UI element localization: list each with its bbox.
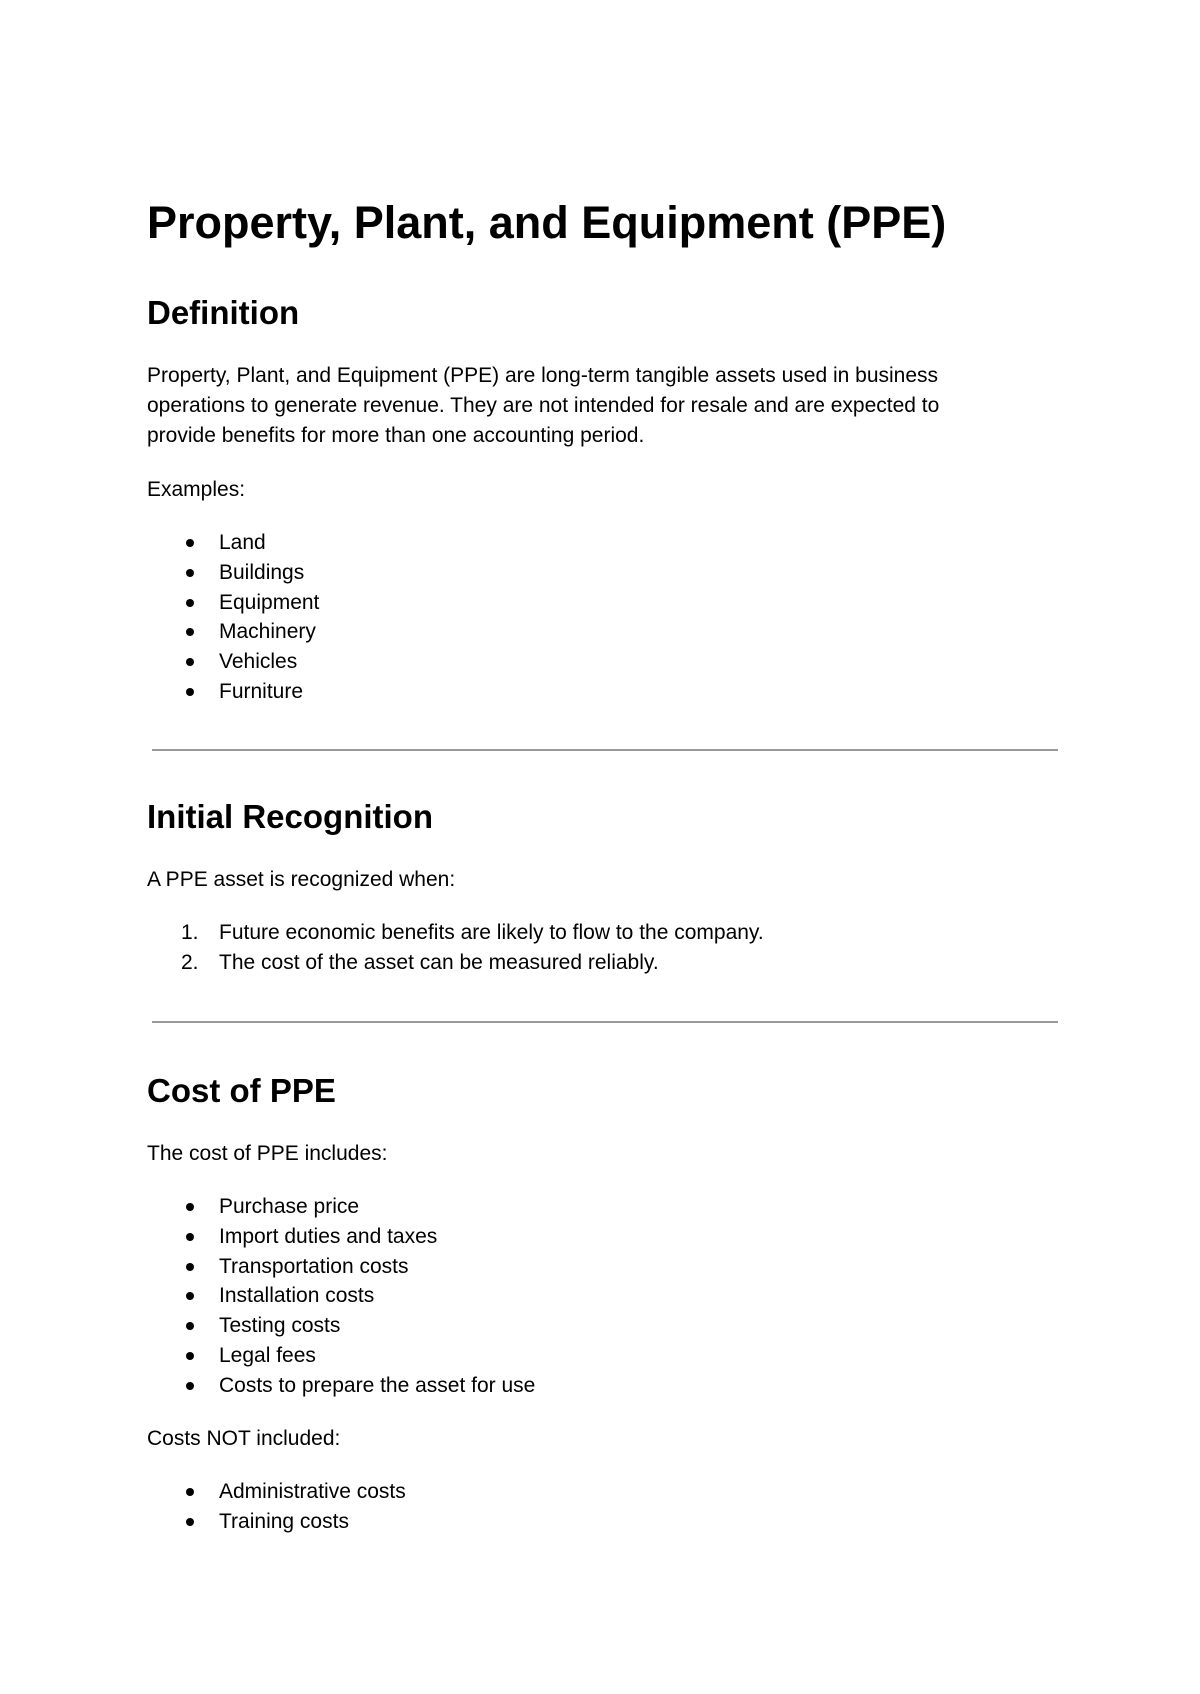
list-number: 1. — [181, 921, 199, 944]
list-item: Costs to prepare the asset for use — [147, 1371, 535, 1401]
list-number: 2. — [181, 950, 199, 974]
document-title: Property, Plant, and Equipment (PPE) — [147, 197, 947, 248]
examples-label: Examples: — [147, 478, 246, 501]
list-item: Testing costs — [147, 1311, 535, 1341]
list-item: Transportation costs — [147, 1252, 535, 1282]
list-item — [147, 948, 764, 978]
list-text: The cost of the asset can be measured reliably. — [219, 950, 659, 974]
section-divider — [152, 1021, 1058, 1023]
list-item: Buildings — [147, 558, 319, 588]
list-item: Administrative costs — [147, 1477, 406, 1507]
list-item: Machinery — [147, 617, 319, 647]
recognition-conditions-list — [147, 918, 764, 978]
list-item: Import duties and taxes — [147, 1222, 535, 1252]
definition-heading: Definition — [147, 294, 300, 331]
initial-recognition-heading: Initial Recognition — [147, 798, 433, 835]
definition-line-1: Property, Plant, and Equipment (PPE) are long-term tangible assets used in business — [147, 364, 939, 387]
cost-excluded-list — [147, 1477, 406, 1537]
definition-line-2: operations to generate revenue. They are not intended for resale and are expected to — [147, 394, 940, 417]
list-text: Future economic benefits are likely to flow to the company. — [219, 921, 764, 944]
list-item: Training costs — [147, 1507, 406, 1537]
list-item: Furniture — [147, 677, 319, 707]
list-item: Vehicles — [147, 647, 319, 677]
cost-includes-label: The cost of PPE includes: — [147, 1142, 388, 1165]
list-item: Installation costs — [147, 1281, 535, 1311]
list-item: Purchase price — [147, 1192, 535, 1222]
definition-paragraph — [147, 361, 1047, 451]
cost-heading: Cost of PPE — [147, 1072, 336, 1109]
list-item: Land — [147, 528, 319, 558]
list-item — [147, 918, 764, 948]
list-item: Equipment — [147, 588, 319, 618]
list-item: Legal fees — [147, 1341, 535, 1371]
cost-excluded-label: Costs NOT included: — [147, 1427, 341, 1450]
initial-recognition-intro: A PPE asset is recognized when: — [147, 868, 456, 891]
cost-includes-list — [147, 1192, 535, 1401]
section-divider — [152, 749, 1058, 751]
definition-line-3: provide benefits for more than one accounting period. — [147, 424, 645, 447]
examples-list — [147, 528, 319, 707]
